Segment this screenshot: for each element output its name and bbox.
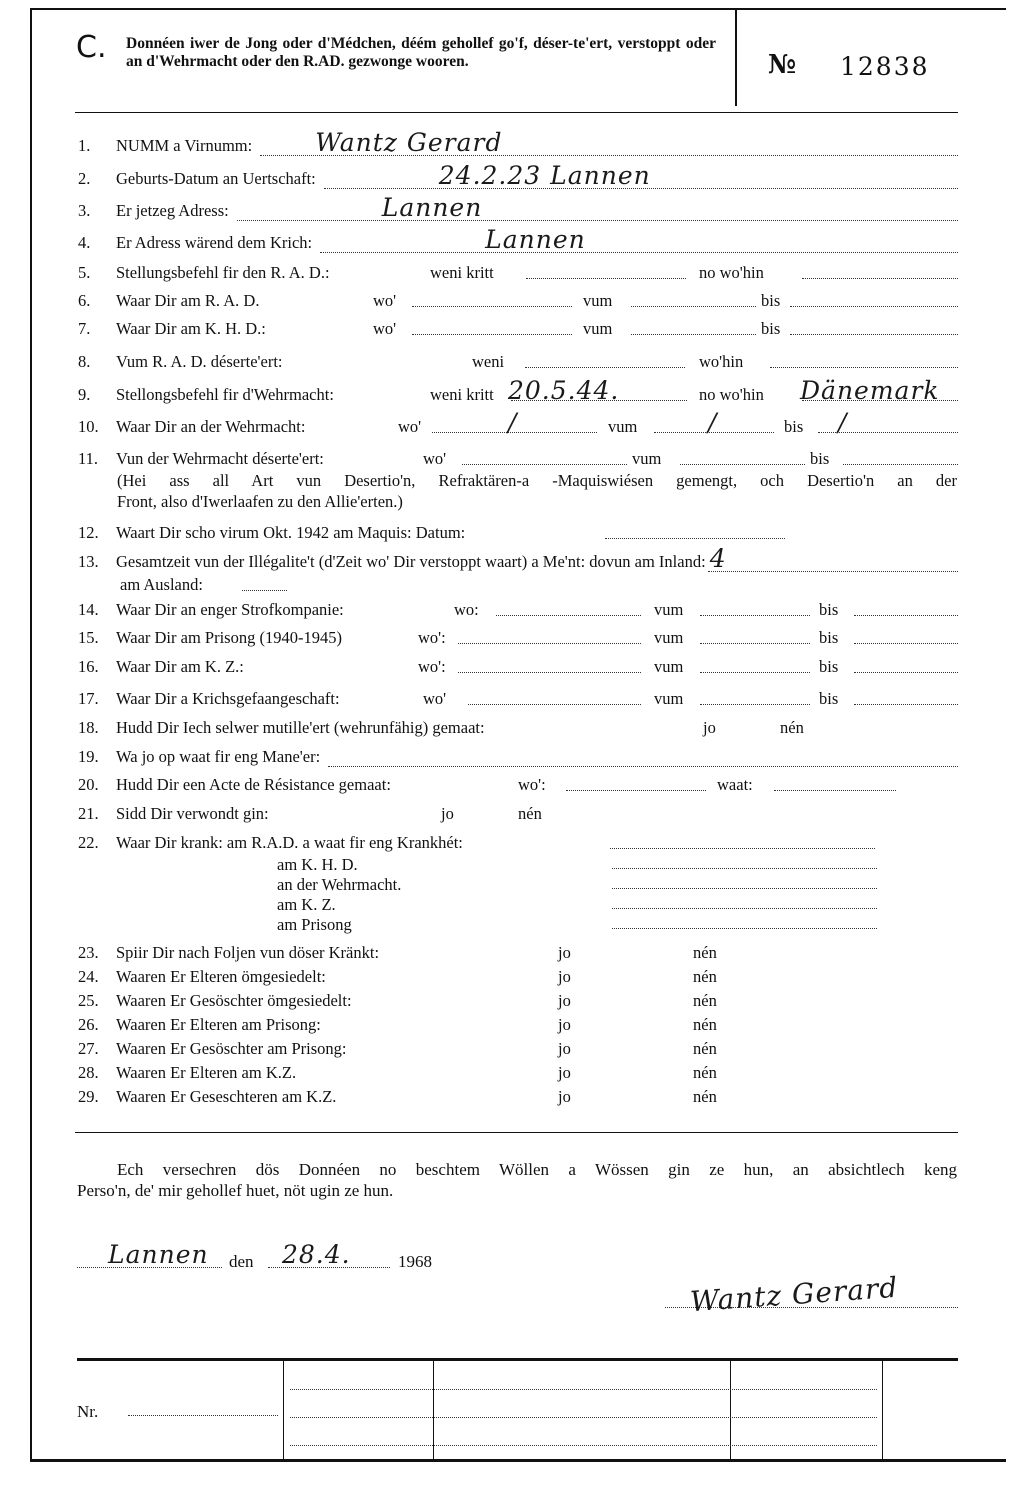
field-text: wo' bbox=[398, 417, 422, 436]
field-text: waat: bbox=[717, 775, 753, 794]
field-text: wo'hin bbox=[699, 352, 744, 371]
field-text: vum bbox=[654, 628, 684, 647]
field-row-7 bbox=[78, 317, 958, 339]
field-text: Wa jo op waat fir eng Mane'er: bbox=[116, 747, 321, 766]
sub-label: an der Wehrmacht. bbox=[277, 875, 402, 894]
blank[interactable] bbox=[854, 703, 958, 705]
field-text: Waar Dir krank: am R.A.D. a waat fir eng Krankhét: bbox=[116, 833, 463, 852]
field-text: wo': bbox=[418, 657, 446, 676]
section-title: Donnéen iwer de Jong oder d'Médchen, déém gehollef go'f, déser-te'ert, verstoppt oder an d'Wehrmacht oder den R.AD. gezwonge wooren. bbox=[126, 35, 716, 70]
sub-label: am Prisong bbox=[277, 915, 352, 934]
field-row-12 bbox=[78, 521, 958, 543]
field-row-9 bbox=[78, 376, 958, 405]
field-text: Waar Dir am K. H. D.: bbox=[116, 319, 266, 338]
desertion-note-1: (Hei ass all Art vun Desertio'n, Refraktären-a -Maquiswiésen gemengt, och Desertio'n an der bbox=[117, 471, 957, 490]
field-text: 28. bbox=[78, 1063, 99, 1082]
field-row-26 bbox=[78, 1013, 958, 1035]
field-text: Waar Dir am Prisong (1940-1945) bbox=[116, 628, 342, 647]
field-row-13 bbox=[78, 544, 958, 573]
blank[interactable] bbox=[610, 847, 875, 849]
field-text: Er jetzeg Adress: bbox=[116, 201, 229, 220]
blank[interactable] bbox=[412, 305, 572, 307]
field-text: wo' bbox=[373, 319, 397, 338]
field-row-birth bbox=[78, 161, 958, 190]
field-row-5 bbox=[78, 261, 958, 283]
field-text: no wo'hin bbox=[699, 263, 764, 282]
war-address-field[interactable] bbox=[320, 225, 958, 254]
field-text: vum bbox=[583, 319, 613, 338]
field-row-war-address bbox=[78, 225, 958, 254]
blank[interactable] bbox=[612, 887, 877, 889]
field-text: 6. bbox=[78, 291, 91, 310]
field-row-22 bbox=[78, 831, 958, 853]
no-option[interactable]: nén bbox=[693, 991, 717, 1010]
nr-field[interactable] bbox=[128, 1414, 278, 1416]
blank[interactable] bbox=[854, 671, 958, 673]
field-text: 23. bbox=[78, 943, 99, 962]
field-text: bis bbox=[819, 628, 839, 647]
footer-dotted-line bbox=[290, 1388, 877, 1390]
field-text: 14. bbox=[78, 600, 99, 619]
blank[interactable] bbox=[412, 333, 572, 335]
blank[interactable] bbox=[854, 642, 958, 644]
no-option[interactable]: nén bbox=[693, 1063, 717, 1082]
den-label: den bbox=[229, 1252, 254, 1271]
field-text: Waaren Er Elteren ömgesiedelt: bbox=[116, 967, 326, 986]
no-option[interactable]: nén bbox=[518, 804, 542, 823]
field-text: / bbox=[708, 408, 718, 437]
field-text: 16. bbox=[78, 657, 99, 676]
field-text: weni bbox=[472, 352, 505, 371]
field-row-17 bbox=[78, 687, 958, 709]
field-text: Waar Dir an der Wehrmacht: bbox=[116, 417, 306, 436]
blank[interactable] bbox=[700, 703, 810, 705]
field-text: 11. bbox=[78, 449, 99, 468]
no-option[interactable]: nén bbox=[693, 1039, 717, 1058]
field-text: / bbox=[838, 408, 848, 437]
header-rule bbox=[75, 112, 958, 113]
field-text: weni kritt bbox=[430, 385, 494, 404]
footer-rule bbox=[77, 1358, 958, 1361]
field-row-8 bbox=[78, 350, 958, 372]
field-text: Hudd Dir een Acte de Résistance gemaat: bbox=[116, 775, 391, 794]
no-option[interactable]: nén bbox=[693, 943, 717, 962]
blank[interactable] bbox=[612, 907, 877, 909]
field-text: Waaren Er Gesöschter ömgesiedelt: bbox=[116, 991, 352, 1010]
header-divider bbox=[735, 10, 737, 106]
number-sign: № bbox=[768, 50, 797, 80]
field-text: 20. bbox=[78, 775, 99, 794]
yes-option[interactable]: jo bbox=[558, 1087, 571, 1106]
yes-option[interactable]: jo bbox=[558, 1015, 571, 1034]
declaration-line-2: Perso'n, de' mir gehollef huet, nöt ugin ze hun. bbox=[77, 1181, 394, 1200]
field-text: 2. bbox=[78, 169, 91, 188]
blank[interactable] bbox=[770, 366, 958, 368]
blank[interactable] bbox=[700, 671, 810, 673]
field-text: 13. bbox=[78, 552, 99, 571]
field-text: Spiir Dir nach Foljen vun döser Kränkt: bbox=[116, 943, 380, 962]
bottom-border bbox=[30, 1459, 1006, 1462]
field-text: Waar Dir an enger Strofkompanie: bbox=[116, 600, 344, 619]
field-text: 24.2.23 Lannen bbox=[438, 161, 651, 190]
field-text: Sidd Dir verwondt gin: bbox=[116, 804, 269, 823]
sub-label: am K. Z. bbox=[277, 895, 336, 914]
field-text: 24. bbox=[78, 967, 99, 986]
blank[interactable] bbox=[566, 789, 706, 791]
field-row-19 bbox=[78, 745, 958, 767]
field-text: 1. bbox=[78, 136, 91, 155]
blank[interactable] bbox=[631, 333, 756, 335]
field-text: 3. bbox=[78, 201, 91, 220]
field-text: Stellongsbefehl fir d'Wehrmacht: bbox=[116, 385, 334, 404]
place-handwritten: Lannen bbox=[108, 1240, 209, 1269]
declaration-line-1: Ech versechren dös Donnéen no beschtem Wöllen a Wössen gin ze hun, an absichtlech keng bbox=[117, 1160, 957, 1179]
no-option[interactable]: nén bbox=[693, 967, 717, 986]
field-text: 19. bbox=[78, 747, 99, 766]
field-text: 5. bbox=[78, 263, 91, 282]
field-text: weni kritt bbox=[430, 263, 494, 282]
field-text: 29. bbox=[78, 1087, 99, 1106]
blank[interactable] bbox=[525, 366, 685, 368]
field-text: bis bbox=[784, 417, 804, 436]
yes-option[interactable]: jo bbox=[558, 1039, 571, 1058]
field-text: Lannen bbox=[485, 225, 586, 254]
footer-col-divider bbox=[283, 1360, 284, 1460]
field-text: Waart Dir scho virum Okt. 1942 am Maquis: Datum: bbox=[116, 523, 466, 542]
field-text: 4 bbox=[709, 544, 727, 573]
blank[interactable] bbox=[700, 642, 810, 644]
blank[interactable] bbox=[526, 277, 686, 279]
field-row-address bbox=[78, 193, 958, 222]
field-text: vum bbox=[654, 600, 684, 619]
field-text: bis bbox=[819, 600, 839, 619]
field-text: Vum R. A. D. déserte'ert: bbox=[116, 352, 283, 371]
field-text: bis bbox=[819, 689, 839, 708]
yes-option[interactable]: jo bbox=[558, 1063, 571, 1082]
field-text: no wo'hin bbox=[699, 385, 764, 404]
field-text: wo' bbox=[373, 291, 397, 310]
field-text: Waaren Er Elteren am K.Z. bbox=[116, 1063, 297, 1082]
blank[interactable] bbox=[458, 671, 641, 673]
form-number: 12838 bbox=[840, 52, 930, 81]
blank[interactable] bbox=[458, 642, 641, 644]
field-text: 15. bbox=[78, 628, 99, 647]
name-field[interactable] bbox=[260, 128, 958, 157]
footer-dotted-line bbox=[290, 1416, 877, 1418]
field-row-27 bbox=[78, 1037, 958, 1059]
field-row-25 bbox=[78, 989, 958, 1011]
yes-option[interactable]: jo bbox=[558, 967, 571, 986]
section-rule bbox=[75, 1132, 958, 1133]
field-row-16 bbox=[78, 655, 958, 677]
field-text: 18. bbox=[78, 718, 99, 737]
field-text: bis bbox=[761, 291, 781, 310]
blank[interactable] bbox=[496, 614, 641, 616]
field-text: Waaren Er Gesöschter am Prisong: bbox=[116, 1039, 347, 1058]
field-text: wo': bbox=[518, 775, 546, 794]
field-text: 25. bbox=[78, 991, 99, 1010]
field-row-20 bbox=[78, 773, 958, 795]
blank[interactable] bbox=[631, 305, 756, 307]
yes-option[interactable]: jo bbox=[558, 991, 571, 1010]
date-handwritten: 28.4. bbox=[282, 1240, 351, 1269]
field-row-29 bbox=[78, 1085, 958, 1107]
blank[interactable] bbox=[854, 614, 958, 616]
field-row-18 bbox=[78, 716, 958, 738]
field-text: Wantz Gerard bbox=[315, 128, 503, 157]
birth-field[interactable] bbox=[324, 161, 958, 190]
field-text: 21. bbox=[78, 804, 99, 823]
field-text: Waar Dir am R. A. D. bbox=[116, 291, 260, 310]
section-letter: C. bbox=[76, 30, 107, 65]
field-text: 27. bbox=[78, 1039, 99, 1058]
field-text: wo' bbox=[423, 689, 447, 708]
no-option[interactable]: nén bbox=[780, 718, 804, 737]
field-text: Hudd Dir Iech selwer mutille'ert (wehrunfähig) gemaat: bbox=[116, 718, 485, 737]
abroad-field[interactable] bbox=[242, 589, 287, 591]
field-text: Dänemark bbox=[800, 376, 940, 405]
field-text: Lannen bbox=[381, 193, 483, 222]
blank[interactable] bbox=[843, 463, 958, 465]
field-text: Er Adress wärend dem Krich: bbox=[116, 233, 313, 252]
field-text: 8. bbox=[78, 352, 91, 371]
field-text: vum bbox=[632, 449, 662, 468]
field-text: 20.5.44. bbox=[508, 376, 620, 405]
abroad-label: am Ausland: bbox=[120, 575, 203, 594]
field-text: 10. bbox=[78, 417, 99, 436]
field-text: 4. bbox=[78, 233, 91, 252]
inland-field[interactable] bbox=[708, 544, 958, 573]
field-row-14 bbox=[78, 598, 958, 620]
field-row-10 bbox=[78, 408, 958, 437]
footer-dotted-line bbox=[290, 1444, 877, 1446]
field-text: Vun der Wehrmacht déserte'ert: bbox=[116, 449, 324, 468]
field-text: 22. bbox=[78, 833, 99, 852]
year-label: 1968 bbox=[398, 1252, 432, 1271]
desertion-note-2: Front, also d'Iwerlaafen zu den Allie'erten.) bbox=[117, 492, 403, 511]
field-text: vum bbox=[654, 657, 684, 676]
field-row-23 bbox=[78, 941, 958, 963]
field-text: 26. bbox=[78, 1015, 99, 1034]
field-text: Waaren Er Elteren am Prisong: bbox=[116, 1015, 321, 1034]
field-row-15 bbox=[78, 626, 958, 648]
field-text: wo' bbox=[423, 449, 447, 468]
field-text: wo': bbox=[418, 628, 446, 647]
blank[interactable] bbox=[468, 703, 641, 705]
blank[interactable] bbox=[605, 537, 785, 539]
blank[interactable] bbox=[462, 463, 627, 465]
blank[interactable] bbox=[790, 333, 958, 335]
field-text: vum bbox=[654, 689, 684, 708]
field-row-28 bbox=[78, 1061, 958, 1083]
footer-col-divider bbox=[882, 1360, 883, 1460]
left-border bbox=[30, 8, 32, 1462]
field-text: NUMM a Virnumm: bbox=[116, 136, 253, 155]
field-text: 17. bbox=[78, 689, 99, 708]
field-text: Waaren Er Geseschteren am K.Z. bbox=[116, 1087, 337, 1106]
field-text: Stellungsbefehl fir den R. A. D.: bbox=[116, 263, 330, 282]
blank[interactable] bbox=[612, 867, 877, 869]
blank[interactable] bbox=[680, 463, 805, 465]
no-option[interactable]: nén bbox=[693, 1087, 717, 1106]
nr-label: Nr. bbox=[77, 1402, 99, 1421]
field-text: vum bbox=[608, 417, 638, 436]
field-row-name bbox=[78, 128, 958, 157]
field-text: / bbox=[508, 408, 518, 437]
signature: Wantz Gerard bbox=[689, 1270, 900, 1319]
yes-option[interactable]: jo bbox=[441, 804, 454, 823]
blank[interactable] bbox=[802, 277, 958, 279]
blank[interactable] bbox=[790, 305, 958, 307]
field-row-24 bbox=[78, 965, 958, 987]
field-row-21 bbox=[78, 802, 958, 824]
yes-option[interactable]: jo bbox=[558, 943, 571, 962]
field-text: bis bbox=[810, 449, 830, 468]
field-text: Geburts-Datum an Uertschaft: bbox=[116, 169, 316, 188]
blank[interactable] bbox=[612, 927, 877, 929]
field-row-6 bbox=[78, 289, 958, 311]
top-border bbox=[30, 8, 1006, 10]
field-text: bis bbox=[761, 319, 781, 338]
field-row-11 bbox=[78, 447, 958, 469]
field-text: 12. bbox=[78, 523, 99, 542]
field-text: 7. bbox=[78, 319, 91, 338]
field-text: vum bbox=[583, 291, 613, 310]
field-text: wo: bbox=[454, 600, 479, 619]
manner-field[interactable] bbox=[328, 752, 958, 767]
field-text: Waar Dir a Krichsgefaangeschaft: bbox=[116, 689, 340, 708]
no-option[interactable]: nén bbox=[693, 1015, 717, 1034]
field-text: 9. bbox=[78, 385, 91, 404]
blank[interactable] bbox=[700, 614, 810, 616]
field-text: Gesamtzeit vun der Illégalite't (d'Zeit wo' Dir verstoppt waart) a Me'nt: dovun am Inland: bbox=[116, 552, 706, 571]
blank[interactable] bbox=[774, 789, 896, 791]
sub-label: am K. H. D. bbox=[277, 855, 358, 874]
field-text: bis bbox=[819, 657, 839, 676]
address-field[interactable] bbox=[237, 193, 958, 222]
field-text: Waar Dir am K. Z.: bbox=[116, 657, 244, 676]
yes-option[interactable]: jo bbox=[703, 718, 716, 737]
